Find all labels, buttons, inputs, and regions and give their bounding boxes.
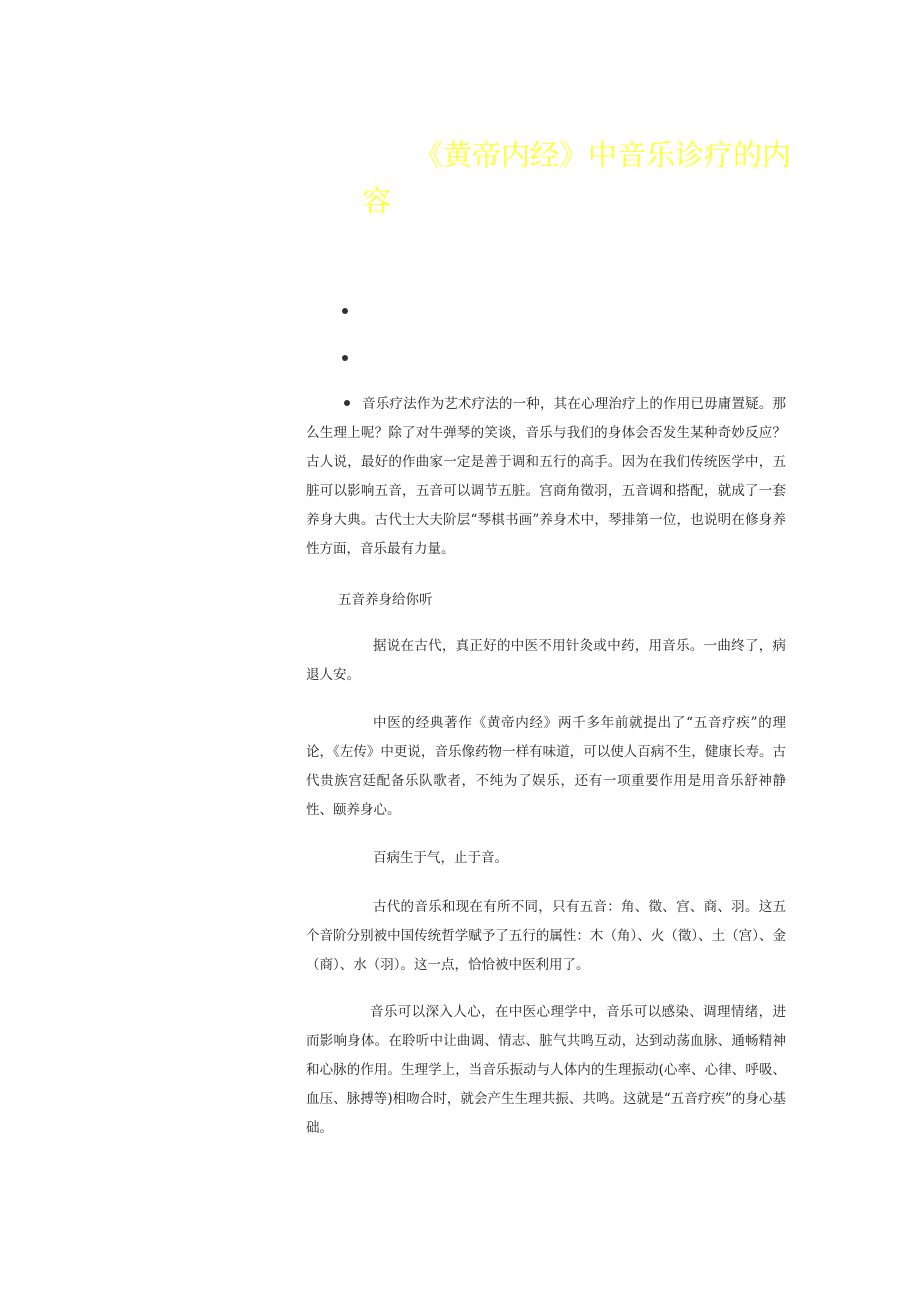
paragraph: 音乐可以深入人心，在中医心理学中，音乐可以感染、调理情绪，进而影响身体。在聆听中让曲调、情志、脏气共鸣互动，达到动荡血脉、通畅精神和心脉的作用。生理学上，当音乐振动与人体内的生理振动(心率、心律、呼吸、血压、脉搏等)相吻合时，就会产生生理共振、共鸣。这就是“五音疗疾”的身心基础。 (306, 1004, 786, 1136)
bullet-marker (342, 355, 348, 361)
paragraph: 据说在古代，真正好的中医不用针灸或中药，用音乐。一曲终了，病退人安。 (306, 638, 786, 683)
paragraph: 古代的音乐和现在有所不同，只有五音：角、徵、宫、商、羽。这五个音阶分别被中国传统哲学赋予了五行的属性：木（角）、火（徵）、土（宫）、金（商）、水（羽）。这一点，恰恰被中医利用了。 (306, 899, 786, 973)
bullet-marker (342, 308, 348, 314)
title-line-1: 《黄帝内经》中音乐诊疗的内 (414, 138, 792, 172)
paragraph: 中医的经典著作《黄帝内经》两千多年前就提出了“五音疗疾”的理论，《左传》中更说，音乐像药物一样有味道，可以使人百病不生，健康长寿。古代贵族宫廷配备乐队歌者，不纯为了娱乐，还有一项重要作用是用音乐舒神静性、颐养身心。 (306, 715, 786, 818)
paragraph-intro (306, 390, 786, 564)
title-line-2: 容 (362, 184, 392, 218)
paragraph-text: 音乐疗法作为艺术疗法的一种，其在心理治疗上的作用已毋庸置疑。那么生理上呢？除了对牛弹琴的笑谈，音乐与我们的身体会否发生某种奇妙反应？古人说，最好的作曲家一定是善于调和五行的高手。因为在我们传统医学中，五脏可以影响五音，五音可以调节五脏。宫商角徵羽，五音调和搭配，就成了一套养身大典。古代士大夫阶层“琴棋书画”养身术中，琴排第一位，也说明在修身养性方面，音乐最有力量。 (306, 396, 786, 557)
document-title (362, 132, 792, 224)
bullet-marker (344, 400, 350, 406)
paragraph: 百病生于气，止于音。 (373, 850, 508, 866)
section-heading: 五音养身给你听 (338, 592, 433, 608)
